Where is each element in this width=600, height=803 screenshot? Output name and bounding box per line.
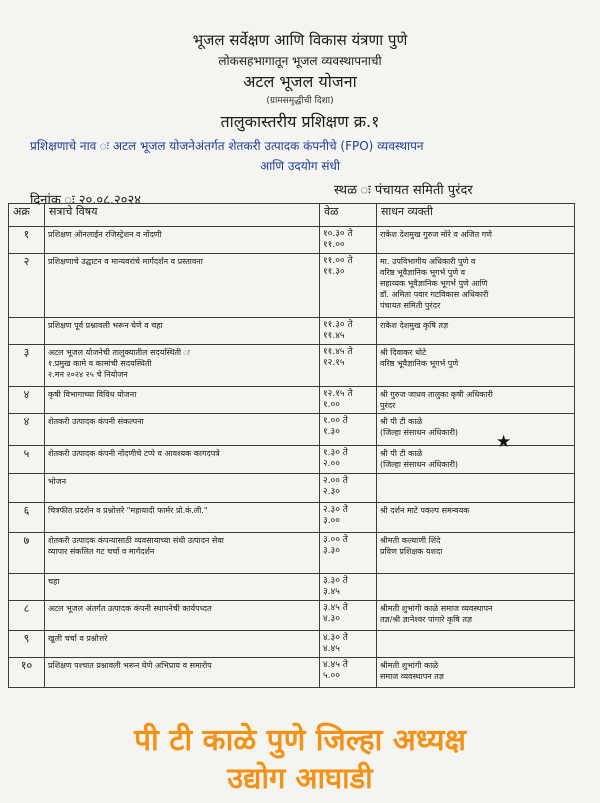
table-row	[9, 345, 575, 387]
row-number: ६	[9, 503, 45, 533]
row-topic: प्रशिक्षणाचे उद्घाटन व मान्यवरांचे मार्गदर्शन व प्रस्तावना	[45, 254, 320, 318]
scheme-note: (ग्रामसमृद्धीची दिशा)	[266, 96, 334, 106]
row-time: १२.१५ ते १.००	[320, 387, 377, 414]
table-row	[9, 227, 575, 254]
row-number: ३	[9, 345, 45, 387]
row-number: १०	[9, 658, 45, 688]
row-speaker: श्रीमती शुभांगी काळे समाज व्यवस्थापन तज्ञ/श्री ज्ञानेश्वर पांगारे कृषि तज्ञ	[377, 601, 575, 631]
row-time: ३.०० ते ३.३०	[320, 533, 377, 574]
table-row	[9, 658, 575, 688]
row-time: ३.३० ते ३.४५	[320, 574, 377, 601]
row-topic: खुली चर्चा व प्रश्नोत्तरे	[45, 631, 320, 658]
header-topic: सत्राचे विषय	[45, 204, 320, 227]
tagline: लोकसहभागातून भूजल व्यवस्थापनाची	[218, 54, 382, 68]
org-title: भूजल सर्वेक्षण आणि विकास यंत्रणा पुणे	[192, 31, 408, 49]
row-speaker: श्रीमती शुभांगी काळे समाज व्यवस्थापन तज्ञ	[377, 658, 575, 688]
row-time: १०.३० ते ११.००	[320, 227, 377, 254]
row-speaker: राकेश देशमुख गुरुज मोरे व अजित गणे	[377, 227, 575, 254]
row-topic: चहा	[45, 574, 320, 601]
row-speaker: राकेश देशमुख कृषि तज्ञ	[377, 318, 575, 345]
table-row	[9, 601, 575, 631]
footer-line-2: उद्योग आघाडी	[227, 761, 373, 795]
row-number: ४	[9, 414, 45, 446]
row-speaker: श्रीमती कल्याणी शिंदे प्रविण प्रशिक्षक यशदा	[377, 533, 575, 574]
row-speaker: श्री दर्शन माटे पकल्प समन्वयक	[377, 503, 575, 533]
row-number: १	[9, 227, 45, 254]
row-topic: अटल भूजल योजनेची तालुक्यातील सदयस्थिती ः १.प्रमुख कामे व कामांची सदयस्थिती २.मन २०२४ २५ चे नियोजन	[45, 345, 320, 387]
row-speaker: श्री दिवाकर धोटे वरिष्ठ भूवैज्ञानिक भूगर्भ पुणे	[377, 345, 575, 387]
row-topic: भोजन	[45, 474, 320, 503]
header-no: अक्र	[9, 204, 45, 227]
row-topic: प्रशिक्षण पूर्व प्रश्नावली भरून घेणे व चहा	[45, 318, 320, 345]
footer-line-1: पी टी काळे पुणे जिल्हा अध्यक्ष	[133, 723, 467, 758]
place-label: स्थळ ः पंचायत समिती पुरंदर	[334, 183, 473, 198]
row-time: ११.४५ ते १२.१५	[320, 345, 377, 387]
row-number	[9, 574, 45, 601]
row-topic: अटल भूजल अंतर्गत उत्पादक कंपनी स्थापनेची कार्यपध्दत	[45, 601, 320, 631]
training-title: तालुकास्तरीय प्रशिक्षण क्र.१	[220, 112, 380, 131]
row-topic: चित्रफीत प्रदर्शन व प्रश्नोत्तरे "महायादी फार्मर प्रो.कं.ली."	[45, 503, 320, 533]
row-time: ४.३० ते ४.४५	[320, 631, 377, 658]
row-speaker: श्री गुरुज जाधव तालुका कृषी अधिकारी पुरंदर	[377, 387, 575, 414]
table-row	[9, 503, 575, 533]
table-row	[9, 414, 575, 446]
row-time: १.०० ते १.३०	[320, 414, 377, 446]
row-time: ११.३० ते ११.४५	[320, 318, 377, 345]
header-speaker: साधन व्यक्ती	[377, 204, 575, 227]
table-header-row	[9, 204, 575, 227]
subject-line: प्रशिक्षणाचे नाव ः अटल भूजल योजनेअंतर्गत शेतकरी उत्पादक कंपनीचे (FPO) व्यवस्थापन	[30, 139, 424, 153]
row-topic: शेतकरी उत्पादक कंपनी संकल्पना	[45, 414, 320, 446]
table-row	[9, 631, 575, 658]
row-time: १.३० ते २.००	[320, 446, 377, 474]
row-time: ३.४५ ते ४.३०	[320, 601, 377, 631]
scheme-title: अटल भूजल योजना	[243, 72, 357, 91]
row-number	[9, 474, 45, 503]
row-number: ९	[9, 631, 45, 658]
subject-line-2: आणि उदयोग संधी	[259, 159, 341, 173]
row-time: २.०० ते २.३०	[320, 474, 377, 503]
row-speaker	[377, 631, 575, 658]
table-row	[9, 533, 575, 574]
header-time: वेळ	[320, 204, 377, 227]
table-row	[9, 474, 575, 503]
row-topic: शेतकरी उत्पादक कंपनी नोंदणीचे टप्पे व आवश्यक कागदपत्रे	[45, 446, 320, 474]
row-time: ४.४५ ते ५.००	[320, 658, 377, 688]
row-time: ११.०० ते ११.३०	[320, 254, 377, 318]
star-mark-icon: ★	[496, 432, 512, 452]
row-topic: प्रशिक्षण ऑनलाईन रजिस्ट्रेशन व नोंदणी	[45, 227, 320, 254]
row-number: २	[9, 254, 45, 318]
schedule-table	[8, 203, 575, 688]
row-number: ४	[9, 387, 45, 414]
row-topic: कृषी विभागाच्या विविध योजना	[45, 387, 320, 414]
row-topic: शेतकरी उत्पादक कंपन्यासाठी व्यवसायाच्या संधी उत्पादन सेवा व्यापार संकलित गट चर्चा व मार्गदर्शन	[45, 533, 320, 574]
row-speaker: श्री पी टी काळे (जिल्हा संसाधन अधिकारी)	[377, 414, 575, 446]
row-time: २.३० ते ३.००	[320, 503, 377, 533]
table-row	[9, 574, 575, 601]
table-row	[9, 254, 575, 318]
row-number: ७	[9, 533, 45, 574]
row-speaker: मा. उपविभागीय अधिकारी पुणे व वरिष्ठ भूवैज्ञानिक भूगर्भ पुणे व सहाय्यक भूवैज्ञानिक भूगर्भ पुणे आणि डॉ. अमिता पवार गटविकास अधिकारी पंचायत समिती पुरंदर	[377, 254, 575, 318]
date-label: दिनांक ः २०.०८.२०२४	[30, 193, 142, 208]
row-topic: प्रशिक्षण पश्चात प्रश्नावली भरून घेणे अभिप्राय व समारोप	[45, 658, 320, 688]
row-speaker	[377, 474, 575, 503]
table-row	[9, 446, 575, 474]
row-number: ८	[9, 601, 45, 631]
table-row	[9, 387, 575, 414]
row-speaker: श्री पी टी काळे (जिल्हा संसाधन अधिकारी)	[377, 446, 575, 474]
row-speaker	[377, 574, 575, 601]
table-row	[9, 318, 575, 345]
row-number	[9, 318, 45, 345]
row-number: ५	[9, 446, 45, 474]
